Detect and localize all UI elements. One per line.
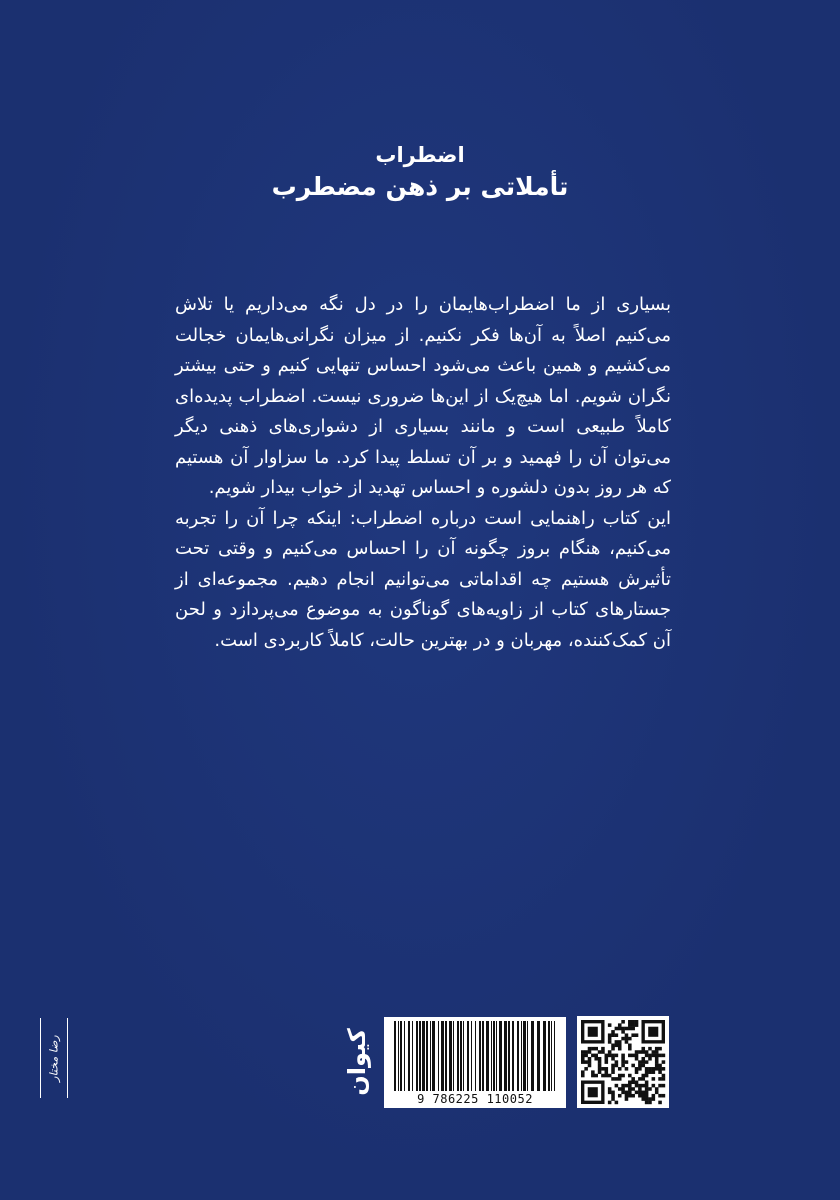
designer-signature: رضا مختار (47, 1034, 61, 1082)
qr-code-pattern (577, 1016, 669, 1108)
designer-credit (40, 1018, 68, 1098)
blurb-paragraph-1: بسیاری از ما اضطراب‌هایمان را در دل نگه می‌داریم یا تلاش می‌کنیم اصلاً به آن‌ها فکر نکنیم. از میزان نگرانی‌هایمان خجالت می‌کشیم و همین باعث می‌شود احساس تنهایی کنیم و حتی بیشتر نگران شویم. اما هیچ‌یک از این‌ها ضروری نیست. اضطراب پدیده‌ای کاملاً طبیعی است و مانند بسیاری از دشواری‌های ذهنی دیگر می‌توان آن را فهمید و بر آن تسلط پیدا کرد. ما سزاوار آن هستیم که هر روز بدون دلشوره و احساس تهدید از خواب بیدار شویم. (175, 294, 671, 498)
book-title: اضطراب (375, 143, 465, 167)
qr-code (577, 1016, 669, 1108)
isbn-number: 9 786225 110052 (417, 1092, 533, 1106)
blurb-text (175, 290, 671, 656)
publisher-logo (336, 1016, 378, 1108)
publisher-logo-text: کیوان (343, 1028, 372, 1096)
title-block (0, 140, 840, 204)
blurb-paragraph-2: این کتاب راهنمایی است درباره اضطراب: اینکه چرا آن را تجربه می‌کنیم، هنگام بروز چگونه آن را احساس می‌کنیم و وقتی تحت تأثیرش هستیم چه اقداماتی می‌توانیم انجام دهیم. مجموعه‌ای از جستارهای کتاب از زاویه‌های گوناگون به موضوع می‌پردازد و لحن آن کمک‌کننده، مهربان و در بهترین حالت، کاملاً کاربردی است. (175, 507, 671, 651)
isbn-barcode (384, 1017, 566, 1108)
barcode-bars (384, 1017, 566, 1095)
book-subtitle: تأملاتی بر ذهن مضطرب (271, 172, 569, 201)
